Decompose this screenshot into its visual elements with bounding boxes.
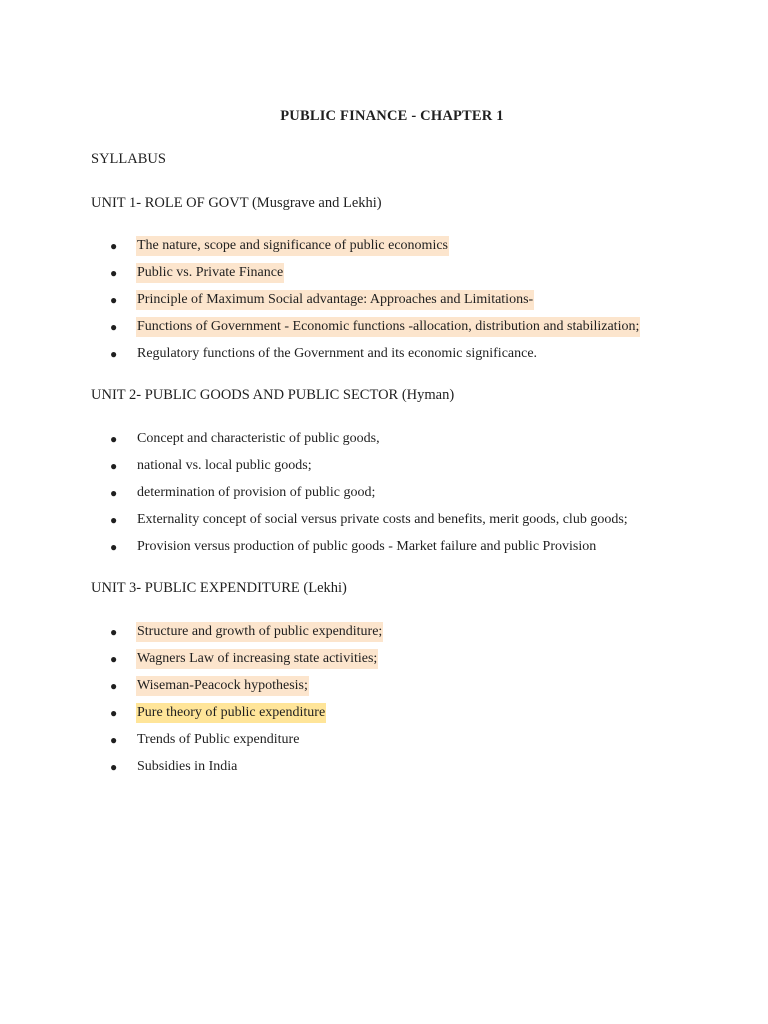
bullet-icon: ● (110, 733, 118, 747)
bullet-icon: ● (110, 679, 118, 693)
bullet-icon: ● (110, 513, 118, 527)
bullet-icon: ● (110, 540, 118, 554)
bullet-icon: ● (110, 459, 118, 473)
unit-2-heading: UNIT 2- PUBLIC GOODS AND PUBLIC SECTOR (Hyman) (91, 387, 455, 403)
bullet-icon: ● (110, 266, 118, 280)
list-item-text: Pure theory of public expenditure (136, 703, 326, 723)
list-item-text: Functions of Government - Economic functions -allocation, distribution and stabilization; (136, 317, 640, 337)
list-item-text: Trends of Public expenditure (137, 732, 300, 747)
bullet-icon: ● (110, 239, 118, 253)
list-item-text: Structure and growth of public expenditure; (136, 622, 383, 642)
list-item-text: Subsidies in India (137, 759, 238, 774)
bullet-icon: ● (110, 760, 118, 774)
list-item-text: The nature, scope and significance of public economics (136, 236, 449, 256)
list-item-text: determination of provision of public good; (137, 485, 376, 500)
list-item-text: Concept and characteristic of public goods, (137, 431, 380, 446)
list-item-text: Wagners Law of increasing state activities; (136, 649, 378, 669)
bullet-icon: ● (110, 347, 118, 361)
list-item-text: Wiseman-Peacock hypothesis; (136, 676, 309, 696)
list-item-text: national vs. local public goods; (137, 458, 312, 473)
bullet-icon: ● (110, 706, 118, 720)
list-item-text: Public vs. Private Finance (136, 263, 284, 283)
syllabus-label: SYLLABUS (91, 151, 166, 167)
list-item-text: Provision versus production of public goods - Market failure and public Provision (137, 539, 597, 554)
bullet-icon: ● (110, 625, 118, 639)
bullet-icon: ● (110, 432, 118, 446)
list-item-text: Principle of Maximum Social advantage: Approaches and Limitations- (136, 290, 534, 310)
unit-3-heading: UNIT 3- PUBLIC EXPENDITURE (Lekhi) (91, 580, 347, 596)
list-item-text: Regulatory functions of the Government and its economic significance. (137, 346, 538, 361)
list-item-text: Externality concept of social versus private costs and benefits, merit goods, club goods; (137, 512, 628, 527)
unit-1-heading: UNIT 1- ROLE OF GOVT (Musgrave and Lekhi) (91, 195, 382, 211)
bullet-icon: ● (110, 320, 118, 334)
bullet-icon: ● (110, 293, 118, 307)
bullet-icon: ● (110, 486, 118, 500)
bullet-icon: ● (110, 652, 118, 666)
page-title: PUBLIC FINANCE - CHAPTER 1 (280, 108, 504, 124)
